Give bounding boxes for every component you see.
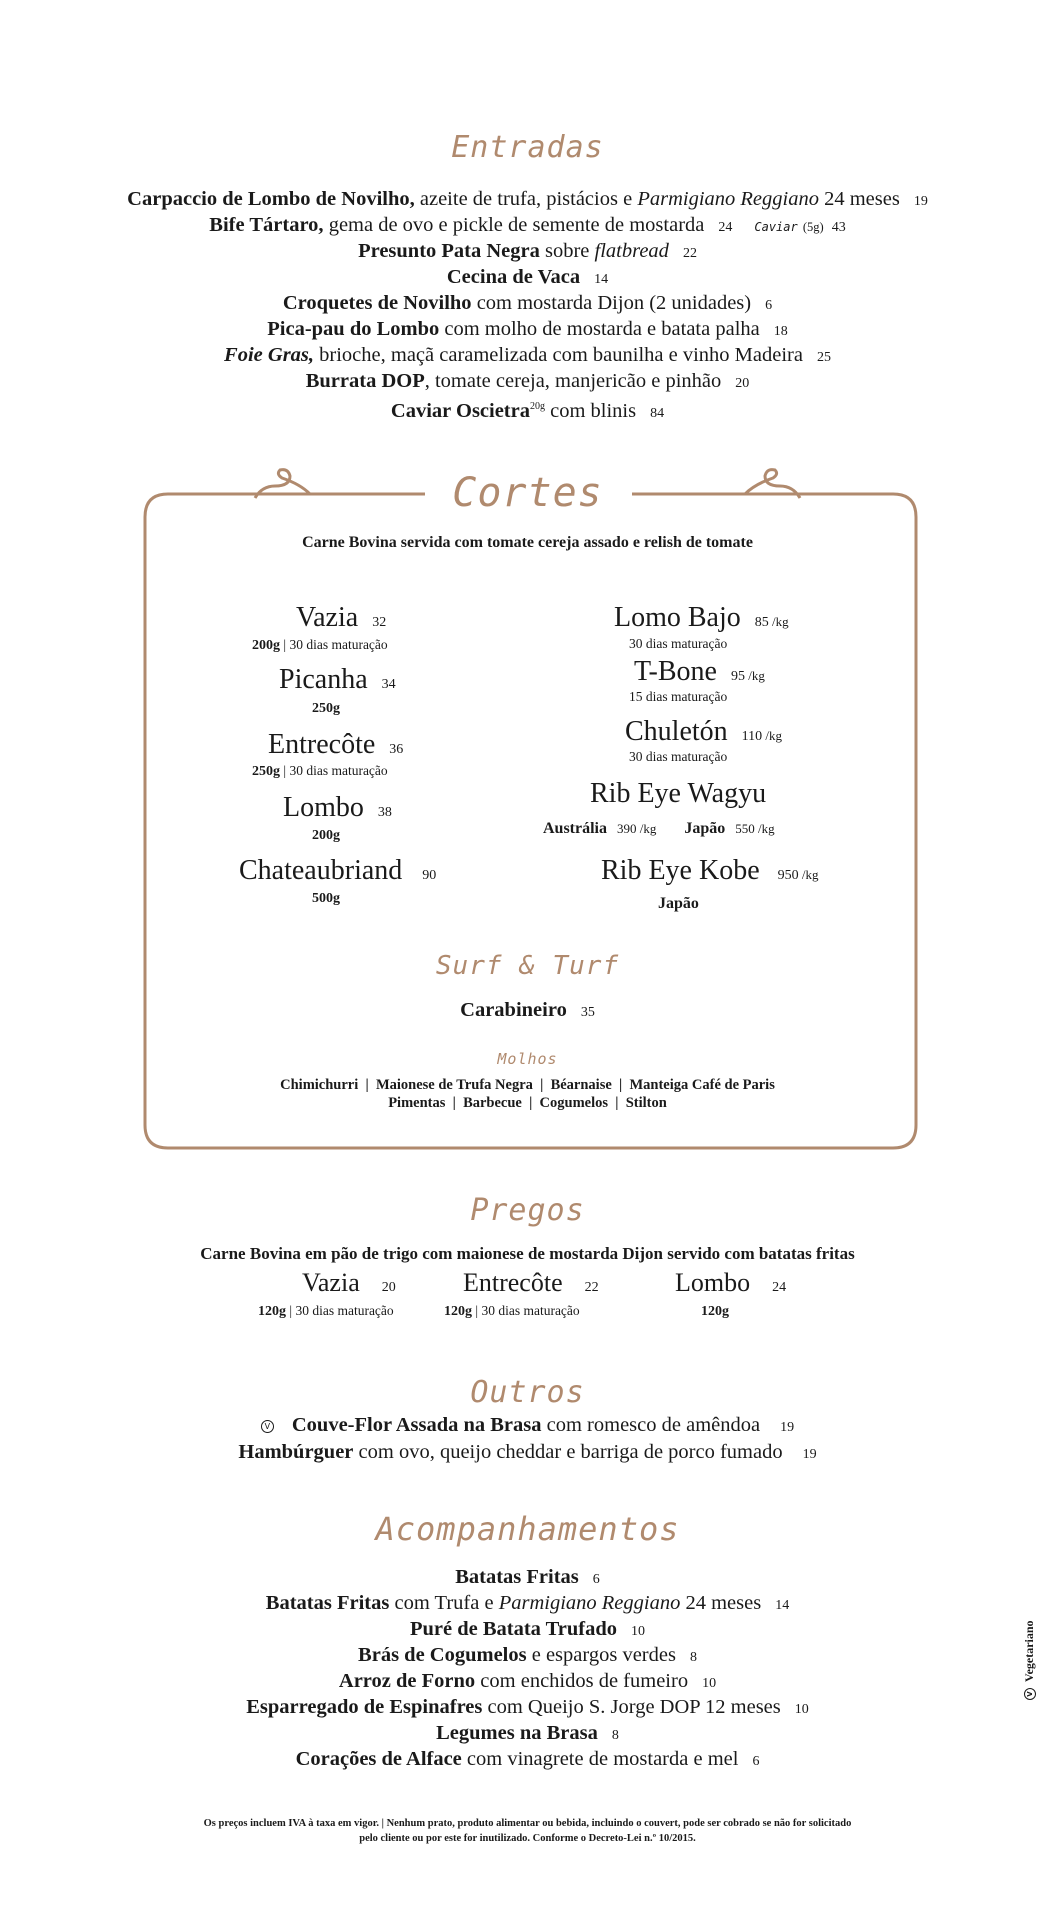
menu-item: Hambúrguer com ovo, queijo cheddar e barriga de porco fumado 19 — [238, 1441, 817, 1463]
footer-note: pelo cliente ou por este for inutilizado. Conforme o Decreto-Lei n.º 10/2015. — [359, 1833, 696, 1844]
vegetarian-icon: V — [1024, 1688, 1036, 1700]
surf-turf-item: Carabineiro 35 — [460, 999, 595, 1021]
molhos-line: Pimentas | Barbecue | Cogumelos | Stilton — [388, 1095, 667, 1111]
prego-lombo-detail: 120g — [701, 1304, 729, 1319]
molhos-line: Chimichurri | Maionese de Trufa Negra | Béarnaise | Manteiga Café de Paris — [280, 1077, 775, 1093]
cut-lomo-bajo: Lomo Bajo 85 /kg — [614, 602, 789, 633]
cut-entrecote: Entrecôte 36 — [268, 729, 404, 760]
prego-entrecote-detail: 120g | 30 dias maturação — [444, 1303, 580, 1319]
menu-item: Legumes na Brasa 8 — [436, 1722, 619, 1744]
cut-chuleton: Chuletón 110 /kg — [625, 716, 783, 747]
cut-rib-eye-wagyu-detail: Austrália 390 /kg Japão 550 /kg — [543, 820, 775, 837]
menu-item: Bife Tártaro, gema de ovo e pickle de semente de mostarda 24 Caviar (5g) 43 — [209, 214, 846, 236]
pregos-subtitle: Carne Bovina em pão de trigo com maionese de mostarda Dijon servido com batatas fritas — [200, 1244, 855, 1263]
menu-item: Burrata DOP, tomate cereja, manjericão e pinhão 20 — [305, 370, 750, 392]
menu-item: Brás de Cogumelos e espargos verdes 8 — [358, 1644, 697, 1666]
menu-item: Foie Gras, brioche, maçã caramelizada com baunilha e vinho Madeira 25 — [224, 344, 831, 366]
acompanhamentos-heading: Acompanhamentos — [375, 1510, 680, 1548]
cut-lombo: Lombo 38 — [283, 792, 392, 823]
cut-t-bone-detail: 15 dias maturação — [629, 689, 728, 704]
vegetarian-icon: V — [261, 1420, 274, 1433]
cut-chuleton-detail: 30 dias maturação — [629, 749, 728, 764]
cut-picanha: Picanha 34 — [279, 664, 396, 695]
cut-picanha-detail: 250g — [312, 701, 340, 716]
menu-item: Caviar Oscietra$^{20g}$ com blinis 84 — [390, 399, 665, 422]
menu-item: Carpaccio de Lombo de Novilho, azeite de trufa, pistácios e Parmigiano Reggiano 24 meses 19 — [127, 188, 928, 210]
prego-entrecote: Entrecôte 22 — [463, 1268, 599, 1297]
menu-item: Arroz de Forno com enchidos de fumeiro 10 — [338, 1670, 717, 1692]
cut-chateaubriand: Chateaubriand 90 — [239, 855, 437, 886]
menu-item: Batatas Fritas com Trufa e Parmigiano Reggiano 24 meses 14 — [265, 1592, 790, 1614]
cortes-subtitle: Carne Bovina servida com tomate cereja assado e relish de tomate — [302, 534, 753, 551]
menu-item: Batatas Fritas 6 — [455, 1566, 600, 1588]
cortes-heading: Cortes — [452, 470, 603, 516]
cut-rib-eye-kobe: Rib Eye Kobe 950 /kg — [601, 855, 819, 886]
menu-item: Corações de Alface com vinagrete de mostarda e mel 6 — [295, 1748, 760, 1770]
menu-item: Croquetes de Novilho com mostarda Dijon (2 unidades) 6 — [282, 292, 773, 314]
menu-item: Puré de Batata Trufado 10 — [409, 1618, 646, 1640]
footer-note: Os preços incluem IVA à taxa em vigor. | Nenhum prato, produto alimentar ou bebida, incluindo o couvert, pode ser cobrado se não for solicitado — [203, 1818, 852, 1829]
surf-turf-heading: Surf & Turf — [435, 951, 620, 981]
prego-vazia: Vazia 20 — [302, 1268, 396, 1297]
pregos-heading: Pregos — [470, 1193, 585, 1228]
entradas-heading: Entradas — [451, 130, 604, 165]
prego-vazia-detail: 120g | 30 dias maturação — [258, 1303, 394, 1319]
vegetarian-legend: VVegetariano — [1022, 1620, 1037, 1700]
outros-heading: Outros — [470, 1375, 585, 1410]
cut-chateaubriand-detail: 500g — [312, 891, 340, 906]
molhos-heading: Molhos — [497, 1050, 558, 1068]
cut-rib-eye-wagyu: Rib Eye Wagyu — [590, 778, 767, 809]
prego-lombo: Lombo 24 — [675, 1268, 787, 1297]
menu-item: Pica-pau do Lombo com molho de mostarda e batata palha 18 — [267, 318, 788, 340]
cut-vazia-detail: 200g | 30 dias maturação — [252, 637, 388, 653]
cut-entrecote-detail: 250g | 30 dias maturação — [252, 763, 388, 779]
cut-lomo-bajo-detail: 30 dias maturação — [629, 636, 728, 651]
cut-t-bone: T-Bone 95 /kg — [634, 656, 765, 687]
menu-item: V Couve-Flor Assada na Brasa com romesco de amêndoa 19 — [0, 1412, 1055, 1441]
cut-lombo-detail: 200g — [312, 828, 340, 843]
cut-vazia: Vazia 32 — [296, 602, 387, 633]
menu-item: Esparregado de Espinafres com Queijo S. Jorge DOP 12 meses 10 — [246, 1696, 809, 1718]
menu-item: Presunto Pata Negra sobre flatbread 22 — [358, 240, 697, 262]
menu-item: Cecina de Vaca 14 — [446, 266, 609, 288]
cut-rib-eye-kobe-origin: Japão — [658, 895, 699, 912]
